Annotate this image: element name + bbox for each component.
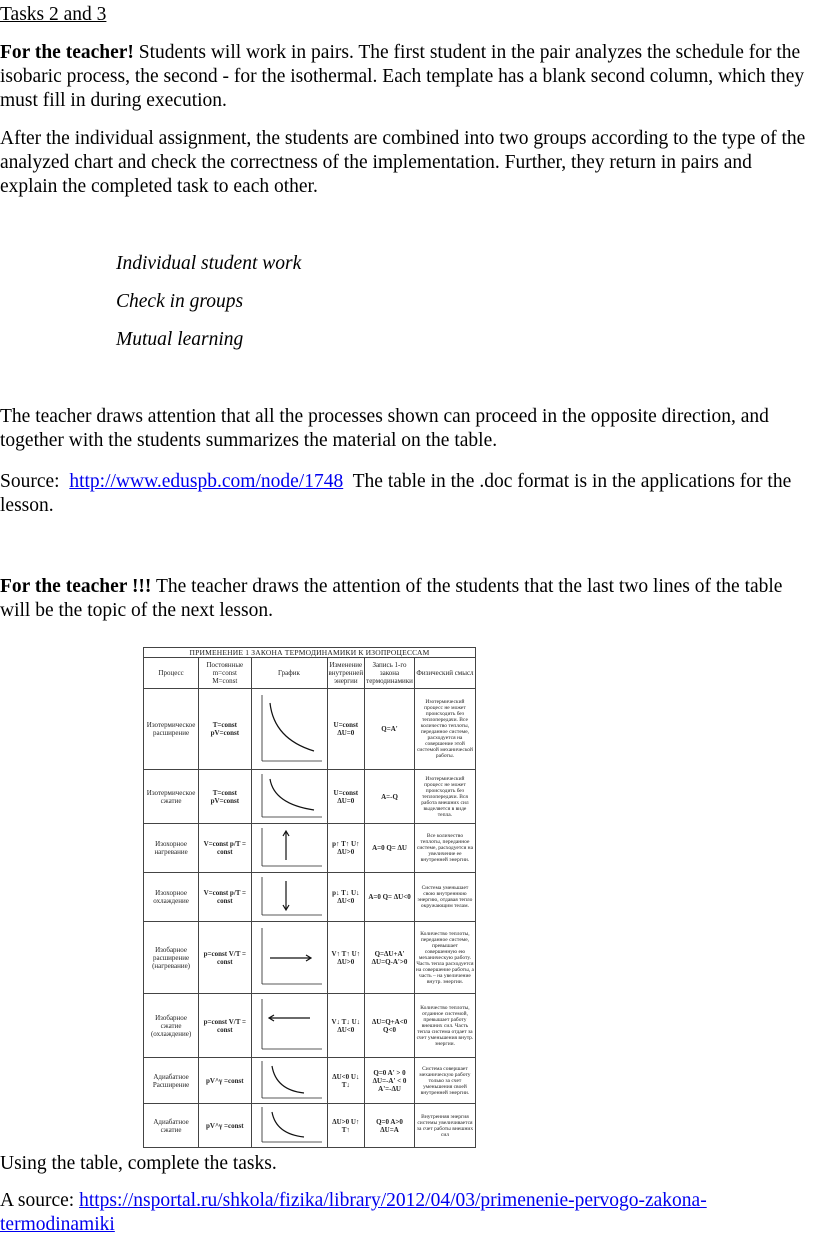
table-row (144, 824, 476, 873)
energy-change-cell: V↓ T↓ U↓ ΔU<0 (327, 994, 365, 1058)
paragraph-summary: The teacher draws attention that all the processes shown can proceed in the opposite direction, and together with the students summarizes the material on the table. (0, 406, 769, 451)
table-row (144, 1058, 476, 1104)
energy-change-cell: p↑ T↑ U↑ ΔU>0 (327, 824, 365, 873)
teacher-note-label: For the teacher! (0, 42, 134, 63)
teacher-note-2 (0, 575, 812, 623)
meaning-cell: Количество теплоты, отданное системой, превышает работу внешних сил. Часть тепла система отдает за счет уменьшения внутр. энергии. (414, 994, 475, 1058)
process-cell: Изобарное расширение (нагревание) (144, 922, 199, 994)
teacher-note-1 (0, 41, 812, 113)
table-row (144, 1104, 476, 1148)
constants-cell: V=const p/T = const (199, 873, 251, 922)
isotherm-graph (252, 770, 327, 823)
process-cell: Адиабатное сжатие (144, 1104, 199, 1148)
process-cell: Изотермическое сжатие (144, 770, 199, 824)
first-law-cell: A=-Q (365, 770, 415, 824)
paragraph-groups: After the individual assignment, the students are combined into two groups according to the type of the analyzed chart and check the correctness of the implementation. Further, they return in pairs and explain the completed task to each other. (0, 128, 806, 197)
graph-cell (251, 922, 327, 994)
energy-change-cell: V↑ T↑ U↑ ΔU>0 (327, 922, 365, 994)
source-link[interactable]: http://www.eduspb.com/node/1748 (69, 471, 344, 492)
paragraph-tasks: Using the table, complete the tasks. (0, 1153, 277, 1174)
graph-cell (251, 994, 327, 1058)
source-label: Source: (0, 471, 60, 492)
process-cell: Изохорное охлаждение (144, 873, 199, 922)
constants-cell: pV^γ =const (199, 1058, 251, 1104)
process-cell: Адиабатное Расширение (144, 1058, 199, 1104)
teacher-note-text: Students will work in pairs. The first student in the pair analyzes the schedule for the isobaric process, the second - for the isothermal. Each template has a blank second column, which they must fill in during execution. (0, 42, 805, 111)
meaning-cell: Внутренняя энергия системы увеличивается за счет работы внешних сил (414, 1104, 475, 1148)
graph-cell (251, 873, 327, 922)
first-law-cell: Q=0 A>0 ΔU=A (365, 1104, 415, 1148)
step-item: Check in groups (116, 291, 244, 312)
page-heading: Tasks 2 and 3 (0, 4, 107, 25)
isotherm-graph (252, 689, 327, 769)
constants-cell: V=const p/T = const (199, 824, 251, 873)
constants-cell: p=const V/T = const (199, 994, 251, 1058)
meaning-cell: Изотермический процесс не может происходить без теплопередачи. Вся работа внешних сил выделяется в виде тепла. (414, 770, 475, 824)
source-line (0, 470, 812, 518)
source-note: The table in the .doc format is in the applications for the lesson. (0, 471, 792, 516)
isochore-graph (252, 873, 327, 921)
teacher-note-text: The teacher draws the attention of the students that the last two lines of the table will be the topic of the next lesson. (0, 576, 783, 621)
source-line (0, 1189, 812, 1237)
energy-change-cell: U=const ΔU=0 (327, 770, 365, 824)
source-link-continued[interactable]: termodinamiki (0, 1214, 115, 1235)
meaning-cell: Система совершает механическую работу только за счет уменьшения своей внутренней энергии. (414, 1058, 475, 1104)
first-law-cell: A=0 Q= ΔU<0 (365, 873, 415, 922)
table-row (144, 994, 476, 1058)
energy-change-cell: U=const ΔU=0 (327, 689, 365, 770)
source-link[interactable]: https://nsportal.ru/shkola/fizika/library/2012/04/03/primenenie-pervogo-zakona- (79, 1190, 707, 1211)
thermodynamics-table (143, 647, 476, 1148)
table-row (144, 770, 476, 824)
table-header: График (251, 658, 327, 689)
meaning-cell: Все количество теплоты, переданное системе, расходуется на увеличение ее внутренней энергии. (414, 824, 475, 873)
constants-cell: T=const pV=const (199, 770, 251, 824)
energy-change-cell: ΔU<0 U↓ T↓ (327, 1058, 365, 1104)
teacher-note-label: For the teacher !!! (0, 576, 152, 597)
graph-cell (251, 824, 327, 873)
constants-cell: p=const V/T = const (199, 922, 251, 994)
graph-cell (251, 1058, 327, 1104)
graph-cell (251, 1104, 327, 1148)
constants-cell: pV^γ =const (199, 1104, 251, 1148)
energy-change-cell: p↓ T↓ U↓ ΔU<0 (327, 873, 365, 922)
table-header: Изменение внутренней энергии (327, 658, 365, 689)
table-header: Запись 1-го закона термодинамики (365, 658, 415, 689)
table-header: Физический смысл (414, 658, 475, 689)
step-item: Mutual learning (116, 329, 244, 350)
process-cell: Изохорное нагревание (144, 824, 199, 873)
isobar-graph (252, 994, 327, 1057)
table-title: ПРИМЕНЕНИЕ 1 ЗАКОНА ТЕРМОДИНАМИКИ К ИЗОПРОЦЕССАМ (144, 648, 476, 658)
first-law-cell: Q=A' (365, 689, 415, 770)
adiabat-graph (252, 1104, 327, 1147)
table-row (144, 922, 476, 994)
table-row (144, 689, 476, 770)
first-law-cell: A=0 Q= ΔU (365, 824, 415, 873)
meaning-cell: Система уменьшает свою внутреннюю энергию, отдавая тепло окружающим телам. (414, 873, 475, 922)
isochore-graph (252, 824, 327, 872)
energy-change-cell: ΔU>0 U↑ T↑ (327, 1104, 365, 1148)
isobar-graph (252, 922, 327, 993)
constants-cell: T=const pV=const (199, 689, 251, 770)
first-law-cell: Q=0 A' > 0 ΔU=-A' < 0 A'=-ΔU (365, 1058, 415, 1104)
process-cell: Изотермическое расширение (144, 689, 199, 770)
graph-cell (251, 689, 327, 770)
table-row (144, 873, 476, 922)
step-item: Individual student work (116, 253, 302, 274)
graph-cell (251, 770, 327, 824)
adiabat-graph (252, 1058, 327, 1103)
table-header: Постоянные m=const M=const (199, 658, 251, 689)
meaning-cell: Количество теплоты, переданное системе, превышает совершенную ею механическую работу. Часть тепла расходуется на совершение работы, а часть – на увеличение внутр. энергии. (414, 922, 475, 994)
first-law-cell: Q=ΔU+A' ΔU=Q-A'>0 (365, 922, 415, 994)
process-cell: Изобарное сжатие (охлаждение) (144, 994, 199, 1058)
source-label: A source: (0, 1190, 75, 1211)
table-header: Процесс (144, 658, 199, 689)
first-law-cell: ΔU=Q+A<0 Q<0 (365, 994, 415, 1058)
meaning-cell: Изотермический процесс не может происходить без теплопередачи. Все количество теплоты, переданное системе, расходуется на совершение этой системой механической работы. (414, 689, 475, 770)
